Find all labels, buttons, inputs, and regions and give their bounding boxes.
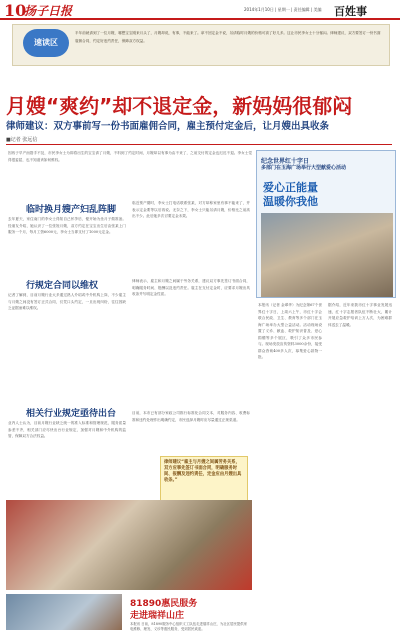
article-column-4: 律师表示，雇主和月嫂之间属于劳务关系，建议双方事先签订书面合同，明确服务时间、报酬以及违约责任。雇主在支付定金时，应要求月嫂出具收条并写明定金性质。 — [132, 279, 250, 296]
article-column-2: 临近预产期时，李女士打电话联系张某，对方却称家里有事不能来了，并表示定金要等以后再说。无奈之下，李女士只能另请月嫂，价格比之前高出不少。此后她多次讨要定金未果。 — [132, 201, 250, 218]
article-column-5: 业内人士认为，目前月嫂行业缺乏统一的准入标准和管理规范，服务质量参差不齐，相关部门应尽快出台行业规定，加强对月嫂和中介机构的监管，保障双方合法权益。 — [8, 421, 126, 438]
pull-quote: 律师建议“雇主与月嫂之间属劳务关系，双方应事先签订书面合同，明确服务时间、报酬及违约责任，定金应由月嫂出具收条。” — [160, 456, 248, 512]
event-photo — [6, 500, 252, 590]
quick-read-badge: 速读区 — [23, 29, 69, 57]
masthead — [0, 0, 400, 20]
section-heading-3: 相关行业规定亟待出台 — [26, 409, 117, 419]
brief-title-line-2: 走进瑞祥山庄 — [130, 611, 185, 621]
sidebar-article-text-continued: 据介绍，近年来我市红十字事业发展迅速，红十字志愿者队伍不断壮大，累计开展应急救护培训上万人次，为困难群体送去了温暖。 — [328, 303, 392, 327]
sidebar-title — [263, 181, 318, 209]
brief-text: 本报讯 日前，81890服务中心组织义工队伍走进瑞祥山庄，为社区居民提供家电维修、理发、义诊等惠民服务，受到居民欢迎。 — [130, 622, 247, 631]
headline: 月嫂“爽约”却不退定金，新妈妈很郁闷 — [6, 94, 353, 118]
brief-title — [130, 598, 197, 622]
quick-read-text: 半年前就请到了一位月嫂，哪想宝宝刚来月头了，月嫂却说，有事，不能来了。拿不回定金不说，另请临时月嫂的价格可高了好几多。这让市民李女士十分郁闷。律师建议，双方要签订一份书面雇佣合同，约定好违约责任，保障双方权益。 — [75, 31, 381, 43]
sidebar-title-line-2: 温暖你我他 — [263, 195, 318, 208]
byline: ■记者 张远信 — [6, 137, 38, 143]
quick-read-box — [12, 24, 390, 66]
sidebar-photo — [261, 213, 393, 297]
section-name: 百姓事 — [334, 5, 367, 18]
sidebar-article-text: 本报讯（记者 金翠华）为纪念第67个世界红十字日，上周六上午，市红十字会联合民政、卫生、教育等多个部门在玉海广场举办大型公益活动。活动现场设置了义诊、献血、救护知识普及、爱心捐赠等多个展区，吸引了众多市民参与。现场发放宣传资料3000余份，接受群众咨询400多人次，募集爱心款物一批。 — [258, 303, 322, 359]
article-column-3: 记者了解到，目前月嫂行业大多通过熟人介绍或中介机构上岗，不少雇主与月嫂之间没有签订正式合同，仅凭口头约定，一旦出现纠纷，往往因缺乏证据而难以维权。 — [8, 293, 126, 310]
section-heading-2: 行规定合同以维权 — [26, 281, 99, 291]
brief-title-line-1: 81890惠民服务 — [130, 599, 198, 609]
sidebar-title-line-1: 爱心正能量 — [263, 181, 318, 194]
date-line: 2014年1月10日 | 星期一 | 责任编辑 | 美编 — [244, 7, 322, 12]
article-column-1: 去年夏天，家住南门的李女士得知自己怀孕后，便开始为坐月子做准备。经朋友介绍，她认识了一位张姓月嫂，双方约定在宝宝出生后由张某上门服务一个月，每月工资6000元，李女士当即支付了1000元定金。 — [8, 217, 126, 234]
article-column-6: 目前，本市已有部分家政公司推行标准化合同文本，对服务内容、收费标准和违约处理作出明确约定，市民选择月嫂时应尽量通过正规渠道。 — [132, 411, 250, 422]
paper-name: 扬子日报 — [24, 4, 73, 18]
page-number: 10 — [4, 1, 27, 20]
sidebar-feature — [256, 150, 396, 298]
headline-divider — [6, 144, 392, 145]
secondary-photo — [6, 594, 122, 630]
lede-paragraph: 因孩子早产而措手不及，市民李女士为即将出生的宝宝请了月嫂，不料到了约定时间，月嫂却以有事为由不来了，之前交付的定金也迟迟不退。李女士觉得很委屈，也不知道该如何维权。 — [8, 151, 252, 162]
subheadline: 律师建议：双方事前写一份书面雇佣合同，雇主预付定金后，让月嫂出具收条 — [6, 121, 330, 132]
sidebar-kicker: 纪念世界红十字日 — [261, 158, 310, 165]
sidebar-subkicker: 多部门在玉海广场举行大型献爱心活动 — [261, 165, 347, 171]
section-heading-1: 临时换月嫂产妇乱阵脚 — [26, 205, 117, 215]
